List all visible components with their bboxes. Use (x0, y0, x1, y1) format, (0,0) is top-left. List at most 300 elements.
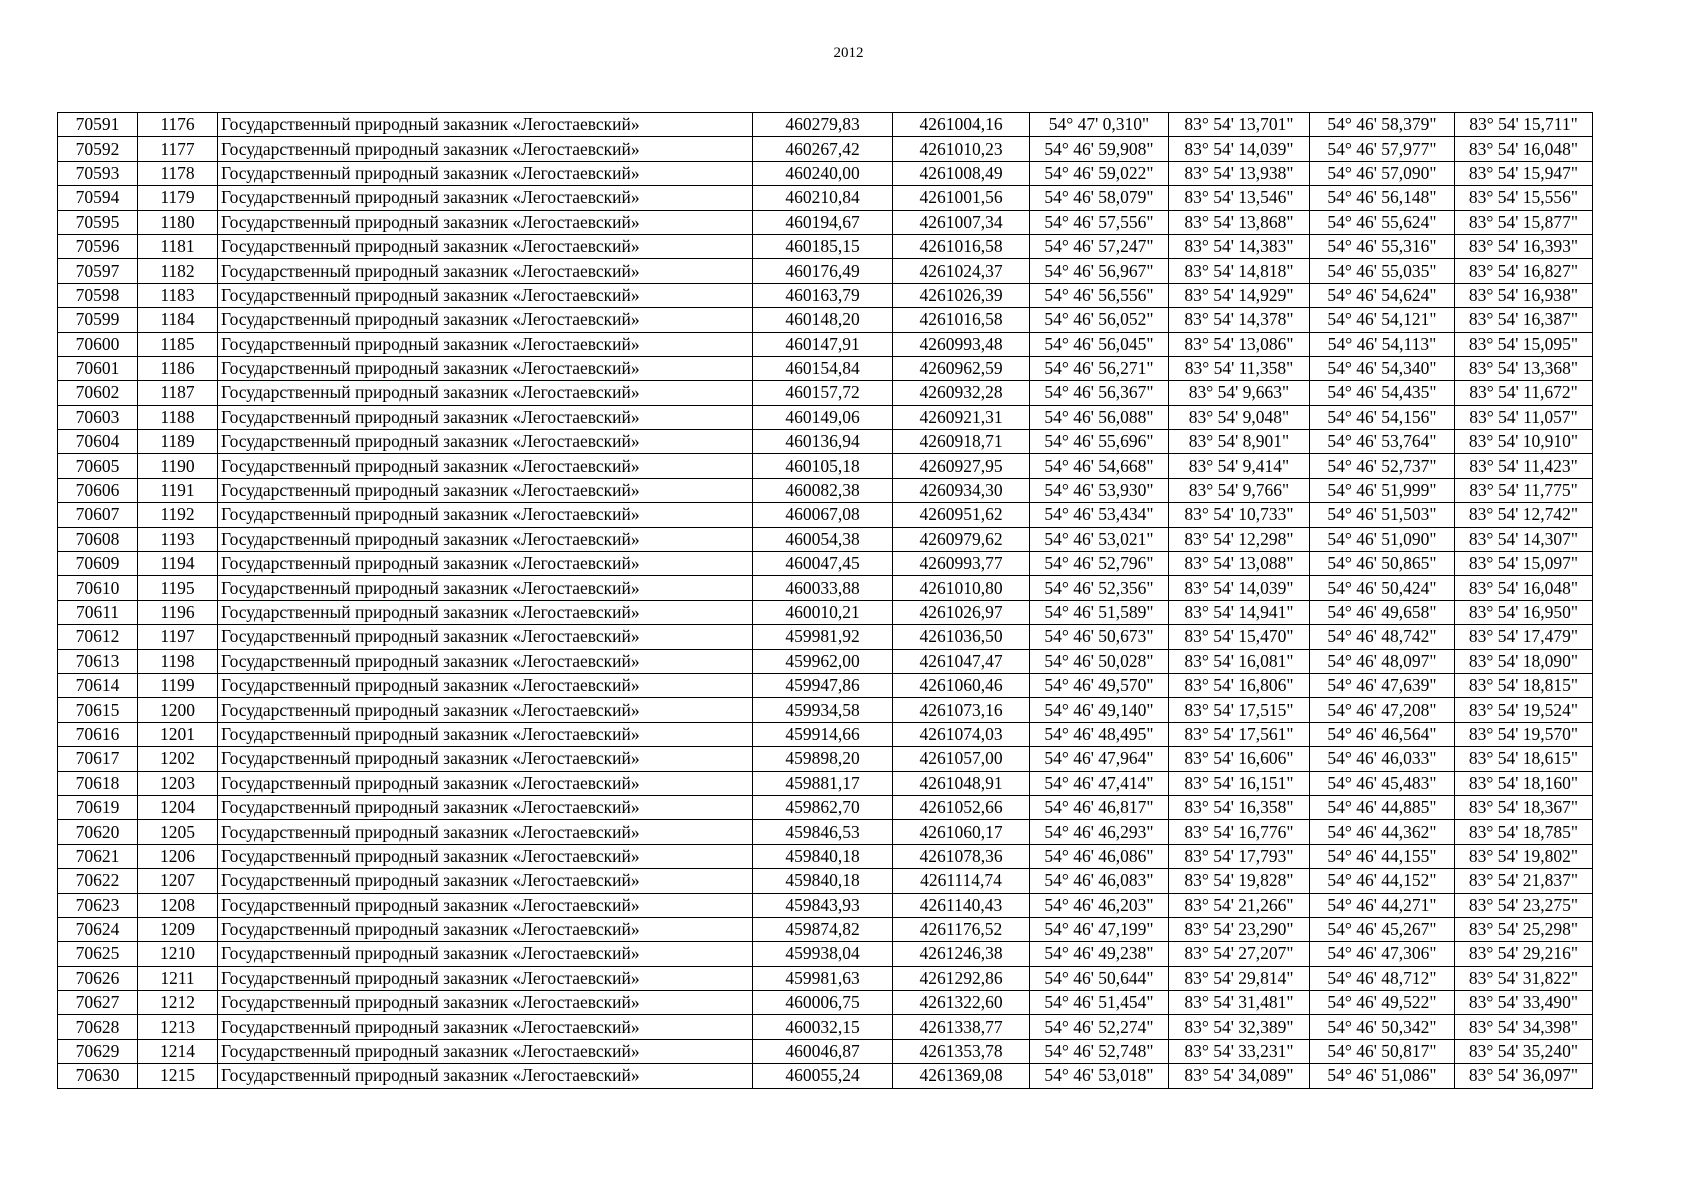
latitude-1-cell: 54° 46' 56,052" (1030, 308, 1169, 332)
object-name-cell: Государственный природный заказник «Легостаевский» (218, 478, 753, 502)
longitude-1-cell: 83° 54' 17,793" (1169, 844, 1310, 868)
coord-x-cell: 460033,88 (753, 576, 893, 600)
table-row (58, 503, 1593, 527)
longitude-1-cell: 83° 54' 14,383" (1169, 234, 1310, 258)
coord-y-cell: 4260993,77 (893, 552, 1030, 576)
longitude-2-cell: 83° 54' 18,367" (1455, 795, 1593, 819)
object-name-cell: Государственный природный заказник «Легостаевский» (218, 503, 753, 527)
latitude-2-cell: 54° 46' 54,624" (1310, 283, 1455, 307)
record-id-cell: 70602 (58, 381, 138, 405)
record-id-cell: 70616 (58, 722, 138, 746)
latitude-2-cell: 54° 46' 51,503" (1310, 503, 1455, 527)
record-id-cell: 70617 (58, 747, 138, 771)
table-row (58, 113, 1593, 137)
latitude-2-cell: 54° 46' 44,885" (1310, 795, 1455, 819)
latitude-1-cell: 54° 46' 52,796" (1030, 552, 1169, 576)
coord-y-cell: 4260979,62 (893, 527, 1030, 551)
object-name-cell: Государственный природный заказник «Легостаевский» (218, 1064, 753, 1088)
object-name-cell: Государственный природный заказник «Легостаевский» (218, 649, 753, 673)
record-id-cell: 70614 (58, 673, 138, 697)
point-number-cell: 1195 (138, 576, 218, 600)
table-body (58, 113, 1593, 1089)
latitude-2-cell: 54° 46' 45,267" (1310, 917, 1455, 941)
point-number-cell: 1178 (138, 161, 218, 185)
coord-x-cell: 459962,00 (753, 649, 893, 673)
object-name-cell: Государственный природный заказник «Легостаевский» (218, 283, 753, 307)
record-id-cell: 70619 (58, 795, 138, 819)
longitude-2-cell: 83° 54' 19,524" (1455, 698, 1593, 722)
record-id-cell: 70613 (58, 649, 138, 673)
table-row (58, 405, 1593, 429)
coord-y-cell: 4260934,30 (893, 478, 1030, 502)
object-name-cell: Государственный природный заказник «Легостаевский» (218, 332, 753, 356)
point-number-cell: 1192 (138, 503, 218, 527)
table-row (58, 186, 1593, 210)
record-id-cell: 70624 (58, 917, 138, 941)
coord-x-cell: 460149,06 (753, 405, 893, 429)
latitude-1-cell: 54° 46' 56,271" (1030, 356, 1169, 380)
point-number-cell: 1184 (138, 308, 218, 332)
point-number-cell: 1197 (138, 625, 218, 649)
latitude-1-cell: 54° 47' 0,310" (1030, 113, 1169, 137)
point-number-cell: 1205 (138, 820, 218, 844)
coord-y-cell: 4260918,71 (893, 430, 1030, 454)
longitude-1-cell: 83° 54' 16,151" (1169, 771, 1310, 795)
latitude-2-cell: 54° 46' 54,340" (1310, 356, 1455, 380)
record-id-cell: 70598 (58, 283, 138, 307)
coord-y-cell: 4261016,58 (893, 234, 1030, 258)
longitude-2-cell: 83° 54' 15,711" (1455, 113, 1593, 137)
point-number-cell: 1188 (138, 405, 218, 429)
latitude-1-cell: 54° 46' 49,238" (1030, 942, 1169, 966)
latitude-2-cell: 54° 46' 50,342" (1310, 1015, 1455, 1039)
coord-y-cell: 4261140,43 (893, 893, 1030, 917)
coord-y-cell: 4260927,95 (893, 454, 1030, 478)
record-id-cell: 70606 (58, 478, 138, 502)
longitude-2-cell: 83° 54' 16,048" (1455, 137, 1593, 161)
latitude-1-cell: 54° 46' 57,247" (1030, 234, 1169, 258)
point-number-cell: 1177 (138, 137, 218, 161)
table-row (58, 869, 1593, 893)
latitude-2-cell: 54° 46' 54,435" (1310, 381, 1455, 405)
latitude-2-cell: 54° 46' 46,564" (1310, 722, 1455, 746)
record-id-cell: 70607 (58, 503, 138, 527)
latitude-1-cell: 54° 46' 59,022" (1030, 161, 1169, 185)
longitude-1-cell: 83° 54' 16,806" (1169, 673, 1310, 697)
point-number-cell: 1212 (138, 991, 218, 1015)
coord-y-cell: 4261338,77 (893, 1015, 1030, 1039)
latitude-2-cell: 54° 46' 44,362" (1310, 820, 1455, 844)
table-row (58, 430, 1593, 454)
point-number-cell: 1215 (138, 1064, 218, 1088)
table-row (58, 576, 1593, 600)
latitude-2-cell: 54° 46' 44,155" (1310, 844, 1455, 868)
object-name-cell: Государственный природный заказник «Легостаевский» (218, 1015, 753, 1039)
longitude-2-cell: 83° 54' 19,802" (1455, 844, 1593, 868)
object-name-cell: Государственный природный заказник «Легостаевский» (218, 308, 753, 332)
latitude-1-cell: 54° 46' 49,570" (1030, 673, 1169, 697)
latitude-2-cell: 54° 46' 49,658" (1310, 600, 1455, 624)
longitude-1-cell: 83° 54' 14,039" (1169, 137, 1310, 161)
record-id-cell: 70594 (58, 186, 138, 210)
latitude-1-cell: 54° 46' 52,356" (1030, 576, 1169, 600)
record-id-cell: 70615 (58, 698, 138, 722)
latitude-1-cell: 54° 46' 50,644" (1030, 966, 1169, 990)
coord-x-cell: 459947,86 (753, 673, 893, 697)
coord-x-cell: 460054,38 (753, 527, 893, 551)
coord-y-cell: 4261036,50 (893, 625, 1030, 649)
coord-y-cell: 4261010,80 (893, 576, 1030, 600)
longitude-2-cell: 83° 54' 11,775" (1455, 478, 1593, 502)
coord-x-cell: 459981,63 (753, 966, 893, 990)
point-number-cell: 1194 (138, 552, 218, 576)
longitude-2-cell: 83° 54' 15,095" (1455, 332, 1593, 356)
record-id-cell: 70628 (58, 1015, 138, 1039)
latitude-2-cell: 54° 46' 55,035" (1310, 259, 1455, 283)
latitude-1-cell: 54° 46' 51,589" (1030, 600, 1169, 624)
coord-y-cell: 4260993,48 (893, 332, 1030, 356)
latitude-1-cell: 54° 46' 48,495" (1030, 722, 1169, 746)
coord-y-cell: 4261008,49 (893, 161, 1030, 185)
coord-y-cell: 4261004,16 (893, 113, 1030, 137)
object-name-cell: Государственный природный заказник «Легостаевский» (218, 893, 753, 917)
record-id-cell: 70630 (58, 1064, 138, 1088)
latitude-1-cell: 54° 46' 53,021" (1030, 527, 1169, 551)
record-id-cell: 70600 (58, 332, 138, 356)
object-name-cell: Государственный природный заказник «Легостаевский» (218, 186, 753, 210)
object-name-cell: Государственный природный заказник «Легостаевский» (218, 698, 753, 722)
point-number-cell: 1198 (138, 649, 218, 673)
coord-y-cell: 4261114,74 (893, 869, 1030, 893)
object-name-cell: Государственный природный заказник «Легостаевский» (218, 844, 753, 868)
latitude-2-cell: 54° 46' 47,306" (1310, 942, 1455, 966)
longitude-1-cell: 83° 54' 17,515" (1169, 698, 1310, 722)
longitude-2-cell: 83° 54' 11,672" (1455, 381, 1593, 405)
longitude-1-cell: 83° 54' 23,290" (1169, 917, 1310, 941)
object-name-cell: Государственный природный заказник «Легостаевский» (218, 625, 753, 649)
longitude-1-cell: 83° 54' 9,414" (1169, 454, 1310, 478)
latitude-2-cell: 54° 46' 54,156" (1310, 405, 1455, 429)
point-number-cell: 1211 (138, 966, 218, 990)
coord-y-cell: 4261057,00 (893, 747, 1030, 771)
coordinates-table-container (57, 112, 1592, 1089)
object-name-cell: Государственный природный заказник «Легостаевский» (218, 771, 753, 795)
record-id-cell: 70592 (58, 137, 138, 161)
latitude-1-cell: 54° 46' 56,967" (1030, 259, 1169, 283)
longitude-1-cell: 83° 54' 19,828" (1169, 869, 1310, 893)
coord-x-cell: 460267,42 (753, 137, 893, 161)
longitude-1-cell: 83° 54' 16,081" (1169, 649, 1310, 673)
record-id-cell: 70599 (58, 308, 138, 332)
record-id-cell: 70611 (58, 600, 138, 624)
latitude-1-cell: 54° 46' 55,696" (1030, 430, 1169, 454)
coord-x-cell: 460105,18 (753, 454, 893, 478)
latitude-2-cell: 54° 46' 45,483" (1310, 771, 1455, 795)
object-name-cell: Государственный природный заказник «Легостаевский» (218, 917, 753, 941)
point-number-cell: 1204 (138, 795, 218, 819)
longitude-2-cell: 83° 54' 18,615" (1455, 747, 1593, 771)
latitude-2-cell: 54° 46' 52,737" (1310, 454, 1455, 478)
longitude-1-cell: 83° 54' 21,266" (1169, 893, 1310, 917)
coord-y-cell: 4261001,56 (893, 186, 1030, 210)
coord-x-cell: 459914,66 (753, 722, 893, 746)
point-number-cell: 1185 (138, 332, 218, 356)
coord-y-cell: 4261176,52 (893, 917, 1030, 941)
coord-y-cell: 4261074,03 (893, 722, 1030, 746)
record-id-cell: 70603 (58, 405, 138, 429)
longitude-1-cell: 83° 54' 13,088" (1169, 552, 1310, 576)
longitude-1-cell: 83° 54' 10,733" (1169, 503, 1310, 527)
coord-x-cell: 460006,75 (753, 991, 893, 1015)
object-name-cell: Государственный природный заказник «Легостаевский» (218, 747, 753, 771)
latitude-1-cell: 54° 46' 46,203" (1030, 893, 1169, 917)
latitude-1-cell: 54° 46' 56,045" (1030, 332, 1169, 356)
coord-x-cell: 459840,18 (753, 869, 893, 893)
table-row (58, 527, 1593, 551)
longitude-1-cell: 83° 54' 13,938" (1169, 161, 1310, 185)
coord-y-cell: 4261026,39 (893, 283, 1030, 307)
point-number-cell: 1202 (138, 747, 218, 771)
coord-y-cell: 4261010,23 (893, 137, 1030, 161)
coord-x-cell: 460157,72 (753, 381, 893, 405)
latitude-2-cell: 54° 46' 50,424" (1310, 576, 1455, 600)
point-number-cell: 1191 (138, 478, 218, 502)
longitude-2-cell: 83° 54' 23,275" (1455, 893, 1593, 917)
longitude-1-cell: 83° 54' 14,039" (1169, 576, 1310, 600)
coord-x-cell: 460047,45 (753, 552, 893, 576)
point-number-cell: 1203 (138, 771, 218, 795)
point-number-cell: 1210 (138, 942, 218, 966)
longitude-2-cell: 83° 54' 16,393" (1455, 234, 1593, 258)
latitude-2-cell: 54° 46' 54,121" (1310, 308, 1455, 332)
longitude-1-cell: 83° 54' 9,663" (1169, 381, 1310, 405)
coord-x-cell: 460082,38 (753, 478, 893, 502)
point-number-cell: 1208 (138, 893, 218, 917)
coord-y-cell: 4261047,47 (893, 649, 1030, 673)
longitude-1-cell: 83° 54' 13,546" (1169, 186, 1310, 210)
latitude-2-cell: 54° 46' 49,522" (1310, 991, 1455, 1015)
coord-x-cell: 460136,94 (753, 430, 893, 454)
latitude-1-cell: 54° 46' 51,454" (1030, 991, 1169, 1015)
table-row (58, 283, 1593, 307)
latitude-2-cell: 54° 46' 51,999" (1310, 478, 1455, 502)
longitude-1-cell: 83° 54' 32,389" (1169, 1015, 1310, 1039)
longitude-1-cell: 83° 54' 17,561" (1169, 722, 1310, 746)
record-id-cell: 70625 (58, 942, 138, 966)
record-id-cell: 70597 (58, 259, 138, 283)
record-id-cell: 70604 (58, 430, 138, 454)
coord-x-cell: 459881,17 (753, 771, 893, 795)
latitude-2-cell: 54° 46' 47,208" (1310, 698, 1455, 722)
longitude-1-cell: 83° 54' 34,089" (1169, 1064, 1310, 1088)
longitude-1-cell: 83° 54' 14,941" (1169, 600, 1310, 624)
coord-y-cell: 4261353,78 (893, 1039, 1030, 1063)
longitude-2-cell: 83° 54' 21,837" (1455, 869, 1593, 893)
coord-y-cell: 4261246,38 (893, 942, 1030, 966)
coord-y-cell: 4261322,60 (893, 991, 1030, 1015)
longitude-2-cell: 83° 54' 16,048" (1455, 576, 1593, 600)
point-number-cell: 1193 (138, 527, 218, 551)
record-id-cell: 70620 (58, 820, 138, 844)
longitude-2-cell: 83° 54' 36,097" (1455, 1064, 1593, 1088)
coord-y-cell: 4261073,16 (893, 698, 1030, 722)
latitude-1-cell: 54° 46' 59,908" (1030, 137, 1169, 161)
table-row (58, 381, 1593, 405)
latitude-2-cell: 54° 46' 50,817" (1310, 1039, 1455, 1063)
latitude-1-cell: 54° 46' 52,748" (1030, 1039, 1169, 1063)
point-number-cell: 1176 (138, 113, 218, 137)
point-number-cell: 1196 (138, 600, 218, 624)
coord-x-cell: 460148,20 (753, 308, 893, 332)
table-row (58, 917, 1593, 941)
longitude-1-cell: 83° 54' 9,048" (1169, 405, 1310, 429)
latitude-1-cell: 54° 46' 56,556" (1030, 283, 1169, 307)
object-name-cell: Государственный природный заказник «Легостаевский» (218, 820, 753, 844)
table-row (58, 1064, 1593, 1088)
record-id-cell: 70595 (58, 210, 138, 234)
latitude-2-cell: 54° 46' 50,865" (1310, 552, 1455, 576)
record-id-cell: 70621 (58, 844, 138, 868)
longitude-1-cell: 83° 54' 31,481" (1169, 991, 1310, 1015)
page-number: 2012 (833, 45, 864, 61)
object-name-cell: Государственный природный заказник «Легостаевский» (218, 600, 753, 624)
object-name-cell: Государственный природный заказник «Легостаевский» (218, 722, 753, 746)
point-number-cell: 1206 (138, 844, 218, 868)
longitude-2-cell: 83° 54' 16,387" (1455, 308, 1593, 332)
latitude-1-cell: 54° 46' 50,028" (1030, 649, 1169, 673)
record-id-cell: 70601 (58, 356, 138, 380)
coord-x-cell: 460279,83 (753, 113, 893, 137)
record-id-cell: 70596 (58, 234, 138, 258)
latitude-1-cell: 54° 46' 52,274" (1030, 1015, 1169, 1039)
coord-y-cell: 4261052,66 (893, 795, 1030, 819)
coord-x-cell: 459938,04 (753, 942, 893, 966)
record-id-cell: 70627 (58, 991, 138, 1015)
table-row (58, 942, 1593, 966)
longitude-1-cell: 83° 54' 13,868" (1169, 210, 1310, 234)
coord-x-cell: 460210,84 (753, 186, 893, 210)
longitude-2-cell: 83° 54' 15,947" (1455, 161, 1593, 185)
latitude-1-cell: 54° 46' 47,199" (1030, 917, 1169, 941)
object-name-cell: Государственный природный заказник «Легостаевский» (218, 576, 753, 600)
longitude-2-cell: 83° 54' 11,423" (1455, 454, 1593, 478)
table-row (58, 673, 1593, 697)
latitude-1-cell: 54° 46' 56,367" (1030, 381, 1169, 405)
coord-x-cell: 459846,53 (753, 820, 893, 844)
longitude-1-cell: 83° 54' 12,298" (1169, 527, 1310, 551)
latitude-1-cell: 54° 46' 47,964" (1030, 747, 1169, 771)
latitude-2-cell: 54° 46' 58,379" (1310, 113, 1455, 137)
longitude-2-cell: 83° 54' 33,490" (1455, 991, 1593, 1015)
latitude-1-cell: 54° 46' 53,434" (1030, 503, 1169, 527)
record-id-cell: 70626 (58, 966, 138, 990)
table-row (58, 137, 1593, 161)
table-row (58, 356, 1593, 380)
coord-x-cell: 460176,49 (753, 259, 893, 283)
latitude-2-cell: 54° 46' 56,148" (1310, 186, 1455, 210)
longitude-2-cell: 83° 54' 31,822" (1455, 966, 1593, 990)
point-number-cell: 1183 (138, 283, 218, 307)
object-name-cell: Государственный природный заказник «Легостаевский» (218, 1039, 753, 1063)
longitude-1-cell: 83° 54' 9,766" (1169, 478, 1310, 502)
latitude-1-cell: 54° 46' 53,930" (1030, 478, 1169, 502)
latitude-2-cell: 54° 46' 48,097" (1310, 649, 1455, 673)
latitude-1-cell: 54° 46' 46,817" (1030, 795, 1169, 819)
latitude-1-cell: 54° 46' 56,088" (1030, 405, 1169, 429)
longitude-1-cell: 83° 54' 16,776" (1169, 820, 1310, 844)
table-row (58, 844, 1593, 868)
longitude-1-cell: 83° 54' 14,818" (1169, 259, 1310, 283)
coord-y-cell: 4261060,46 (893, 673, 1030, 697)
table-row (58, 259, 1593, 283)
longitude-2-cell: 83° 54' 17,479" (1455, 625, 1593, 649)
latitude-2-cell: 54° 46' 55,624" (1310, 210, 1455, 234)
coord-x-cell: 459874,82 (753, 917, 893, 941)
record-id-cell: 70612 (58, 625, 138, 649)
coord-y-cell: 4261026,97 (893, 600, 1030, 624)
latitude-2-cell: 54° 46' 54,113" (1310, 332, 1455, 356)
latitude-1-cell: 54° 46' 53,018" (1030, 1064, 1169, 1088)
object-name-cell: Государственный природный заказник «Легостаевский» (218, 234, 753, 258)
coord-x-cell: 460067,08 (753, 503, 893, 527)
point-number-cell: 1186 (138, 356, 218, 380)
coord-x-cell: 460046,87 (753, 1039, 893, 1063)
coord-x-cell: 460055,24 (753, 1064, 893, 1088)
latitude-2-cell: 54° 46' 53,764" (1310, 430, 1455, 454)
coord-y-cell: 4260932,28 (893, 381, 1030, 405)
longitude-2-cell: 83° 54' 12,742" (1455, 503, 1593, 527)
table-row (58, 747, 1593, 771)
point-number-cell: 1200 (138, 698, 218, 722)
point-number-cell: 1180 (138, 210, 218, 234)
table-row (58, 234, 1593, 258)
latitude-1-cell: 54° 46' 46,083" (1030, 869, 1169, 893)
coord-x-cell: 459934,58 (753, 698, 893, 722)
point-number-cell: 1209 (138, 917, 218, 941)
latitude-1-cell: 54° 46' 50,673" (1030, 625, 1169, 649)
coord-y-cell: 4260951,62 (893, 503, 1030, 527)
table-row (58, 649, 1593, 673)
latitude-2-cell: 54° 46' 57,977" (1310, 137, 1455, 161)
point-number-cell: 1179 (138, 186, 218, 210)
longitude-2-cell: 83° 54' 19,570" (1455, 722, 1593, 746)
coord-x-cell: 460032,15 (753, 1015, 893, 1039)
longitude-2-cell: 83° 54' 14,307" (1455, 527, 1593, 551)
point-number-cell: 1189 (138, 430, 218, 454)
latitude-1-cell: 54° 46' 49,140" (1030, 698, 1169, 722)
record-id-cell: 70623 (58, 893, 138, 917)
table-row (58, 1015, 1593, 1039)
longitude-2-cell: 83° 54' 18,160" (1455, 771, 1593, 795)
object-name-cell: Государственный природный заказник «Легостаевский» (218, 113, 753, 137)
longitude-1-cell: 83° 54' 13,086" (1169, 332, 1310, 356)
longitude-2-cell: 83° 54' 16,950" (1455, 600, 1593, 624)
table-row (58, 698, 1593, 722)
object-name-cell: Государственный природный заказник «Легостаевский» (218, 869, 753, 893)
longitude-2-cell: 83° 54' 18,090" (1455, 649, 1593, 673)
longitude-1-cell: 83° 54' 16,358" (1169, 795, 1310, 819)
coord-x-cell: 459843,93 (753, 893, 893, 917)
coord-x-cell: 459840,18 (753, 844, 893, 868)
longitude-2-cell: 83° 54' 34,398" (1455, 1015, 1593, 1039)
latitude-2-cell: 54° 46' 47,639" (1310, 673, 1455, 697)
latitude-2-cell: 54° 46' 51,090" (1310, 527, 1455, 551)
longitude-1-cell: 83° 54' 16,606" (1169, 747, 1310, 771)
point-number-cell: 1213 (138, 1015, 218, 1039)
table-row (58, 820, 1593, 844)
table-row (58, 625, 1593, 649)
object-name-cell: Государственный природный заказник «Легостаевский» (218, 210, 753, 234)
